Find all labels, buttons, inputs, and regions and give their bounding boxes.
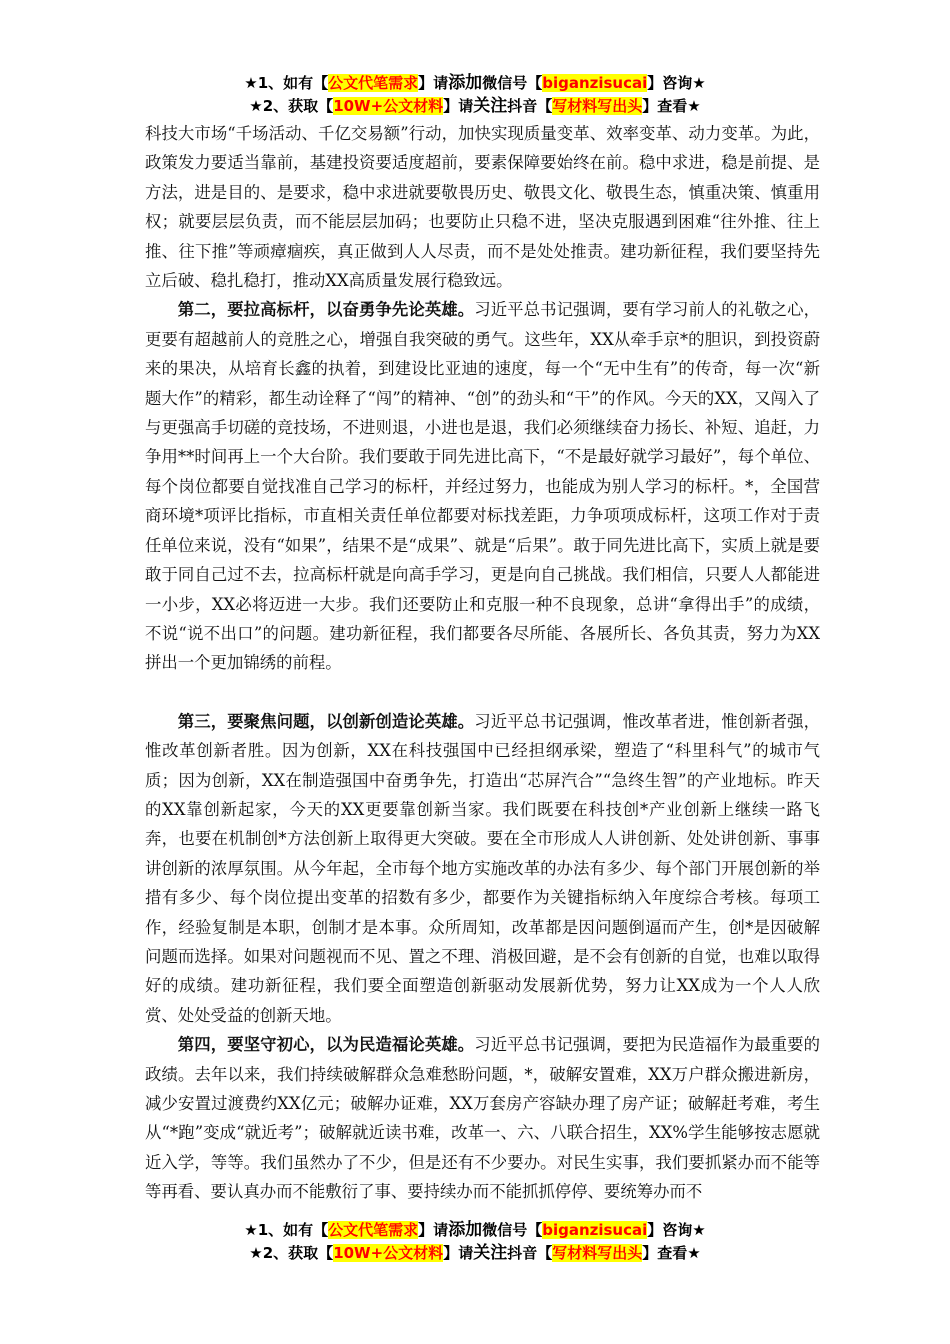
- footer-line-1-highlight-1: 公文代笔需求: [328, 1221, 419, 1239]
- footer-banner: [0, 1219, 950, 1265]
- header-line-2-prefix: ★2、获取【: [249, 97, 334, 115]
- document-body: [145, 119, 820, 1207]
- footer-line-1-text-1: 】请: [418, 1221, 449, 1239]
- header-line-2: [0, 95, 950, 118]
- footer-line-2-text-2: 抖音【: [507, 1244, 553, 1262]
- header-line-2-suffix: 】查看★: [642, 97, 701, 115]
- header-line-2-emphasis: 关注: [473, 96, 508, 116]
- paragraph-4: [145, 1030, 820, 1206]
- footer-line-1-emphasis: 添加: [448, 1220, 483, 1240]
- paragraph-2: [145, 295, 820, 677]
- header-line-1-highlight-2: biganzisucai: [542, 74, 648, 92]
- header-line-1-suffix: 】咨询★: [647, 74, 706, 92]
- footer-line-1-prefix: ★1、如有【: [244, 1221, 329, 1239]
- header-line-2-text-2: 抖音【: [507, 97, 553, 115]
- footer-line-2-prefix: ★2、获取【: [249, 1244, 334, 1262]
- header-line-1: [0, 72, 950, 95]
- header-line-2-text-1: 】请: [443, 97, 474, 115]
- header-line-1-prefix: ★1、如有【: [244, 74, 329, 92]
- footer-line-2-emphasis: 关注: [473, 1243, 508, 1263]
- paragraph-2-heading: 第二，要拉高标杆，以奋勇争先论英雄。: [177, 300, 475, 320]
- footer-line-2: [0, 1242, 950, 1265]
- paragraph-4-heading: 第四，要坚守初心，以为民造福论英雄。: [177, 1035, 475, 1055]
- footer-line-2-highlight-1: 10W+公文材料: [333, 1244, 444, 1262]
- paragraph-4-text: 习近平总书记强调，要把为民造福作为最重要的政绩。去年以来，我们持续破解群众急难愁盼问题，*，破解安置难，XX万户群众搬进新房，减少安置过渡费约XX亿元；破解办证难，XX万套房产容缺办理了房产证；破解赶考难，考生从“*跑”变成“就近考”；破解就近读书难，改革一、六、八联合招生，XX%学生能够按志愿就近入学，等等。我们虽然办了不少，但是还有不少要办。对民生实事，我们要抓紧办而不能等等再看、要认真办而不能敷衍了事、要持续办而不能抓抓停停、要统筹办而不: [145, 1035, 820, 1202]
- footer-line-1-suffix: 】咨询★: [647, 1221, 706, 1239]
- header-line-2-highlight-2: 写材料写出头: [552, 97, 643, 115]
- header-line-1-text-2: 微信号【: [482, 74, 543, 92]
- paragraph-3-heading: 第三，要聚焦问题，以创新创造论英雄。: [177, 711, 475, 731]
- footer-line-1-text-2: 微信号【: [482, 1221, 543, 1239]
- footer-line-2-highlight-2: 写材料写出头: [552, 1244, 643, 1262]
- paragraph-2-text: 习近平总书记强调，要有学习前人的礼敬之心，更要有超越前人的竞胜之心，增强自我突破的勇气。这些年，XX从牵手京*的胆识，到投资蔚来的果决，从培育长鑫的执着，到建设比亚迪的速度，每一个“无中生有”的传奇，每一次“新题大作”的精彩，都生动诠释了“闯”的精神、“创”的劲头和“干”的作风。今天的XX，又闯入了与更强高手切磋的竞技场，不进则退，小进也是退，我们必须继续奋力扬长、补短、追赶，力争用**时间再上一个大台阶。我们要敢于同先进比高下，“不是最好就学习最好”，每个单位、每个岗位都要自觉找准自己学习的标杆，并经过努力，也能成为别人学习的标杆。*，全国营商环境*项评比指标，市直相关责任单位都要对标找差距，力争项项成标杆，这项工作对于责任单位来说，没有“如果”，结果不是“成果”、就是“后果”。敢于同先进比高下，实质上就是要敢于同自己过不去，拉高标杆就是向高手学习，更是向自己挑战。我们相信，只要人人都能进一小步，XX必将迈进一大步。我们还要防止和克服一种不良现象，总讲“拿得出手”的成绩，不说“说不出口”的问题。建功新征程，我们都要各尽所能、各展所长、各负其责，努力为XX拼出一个更加锦绣的前程。: [145, 300, 820, 673]
- paragraph-1: [145, 119, 820, 295]
- footer-line-2-text-1: 】请: [443, 1244, 474, 1262]
- paragraph-3: [145, 707, 820, 1030]
- header-line-2-highlight-1: 10W+公文材料: [333, 97, 444, 115]
- header-banner: [0, 72, 950, 118]
- paragraph-1-text: 科技大市场“千场活动、千亿交易额”行动，加快实现质量变革、效率变革、动力变革。为此，政策发力要适当靠前，基建投资要适度超前，要素保障要始终在前。稳中求进，稳是前提、是方法，进是目的、是要求，稳中求进就要敬畏历史、敬畏文化、敬畏生态，慎重决策、慎重用权；就要层层负责，而不能层层加码；也要防止只稳不进，坚决克服遇到困难“往外推、往上推、往下推”等顽瘴痼疾，真正做到人人尽责，而不是处处推责。建功新征程，我们要坚持先立后破、稳扎稳打，推动XX高质量发展行稳致远。: [145, 124, 820, 291]
- header-line-1-highlight-1: 公文代笔需求: [328, 74, 419, 92]
- header-line-1-emphasis: 添加: [448, 73, 483, 93]
- header-line-1-text-1: 】请: [418, 74, 449, 92]
- footer-line-1: [0, 1219, 950, 1242]
- footer-line-2-suffix: 】查看★: [642, 1244, 701, 1262]
- paragraph-3-text: 习近平总书记强调，惟改革者进，惟创新者强，惟改革创新者胜。因为创新，XX在科技强国中已经担纲承梁，塑造了“科里科气”的城市气质；因为创新，XX在制造强国中奋勇争先，打造出“芯屏汽合”“急终生智”的产业地标。昨天的XX靠创新起家，今天的XX更要靠创新当家。我们既要在科技创*产业创新上继续一路飞奔，也要在机制创*方法创新上取得更大突破。要在全市形成人人讲创新、处处讲创新、事事讲创新的浓厚氛围。从今年起，全市每个地方实施改革的办法有多少、每个部门开展创新的举措有多少、每个岗位提出变革的招数有多少，都要作为关键指标纳入年度综合考核。每项工作，经验复制是本职，创制才是本事。众所周知，改革都是因问题倒逼而产生，创*是因破解问题而选择。如果对问题视而不见、置之不理、消极回避，是不会有创新的自觉，也难以取得好的成绩。建功新征程，我们要全面塑造创新驱动发展新优势，努力让XX成为一个人人欣赏、处处受益的创新天地。: [145, 711, 820, 1025]
- footer-line-1-highlight-2: biganzisucai: [542, 1221, 648, 1239]
